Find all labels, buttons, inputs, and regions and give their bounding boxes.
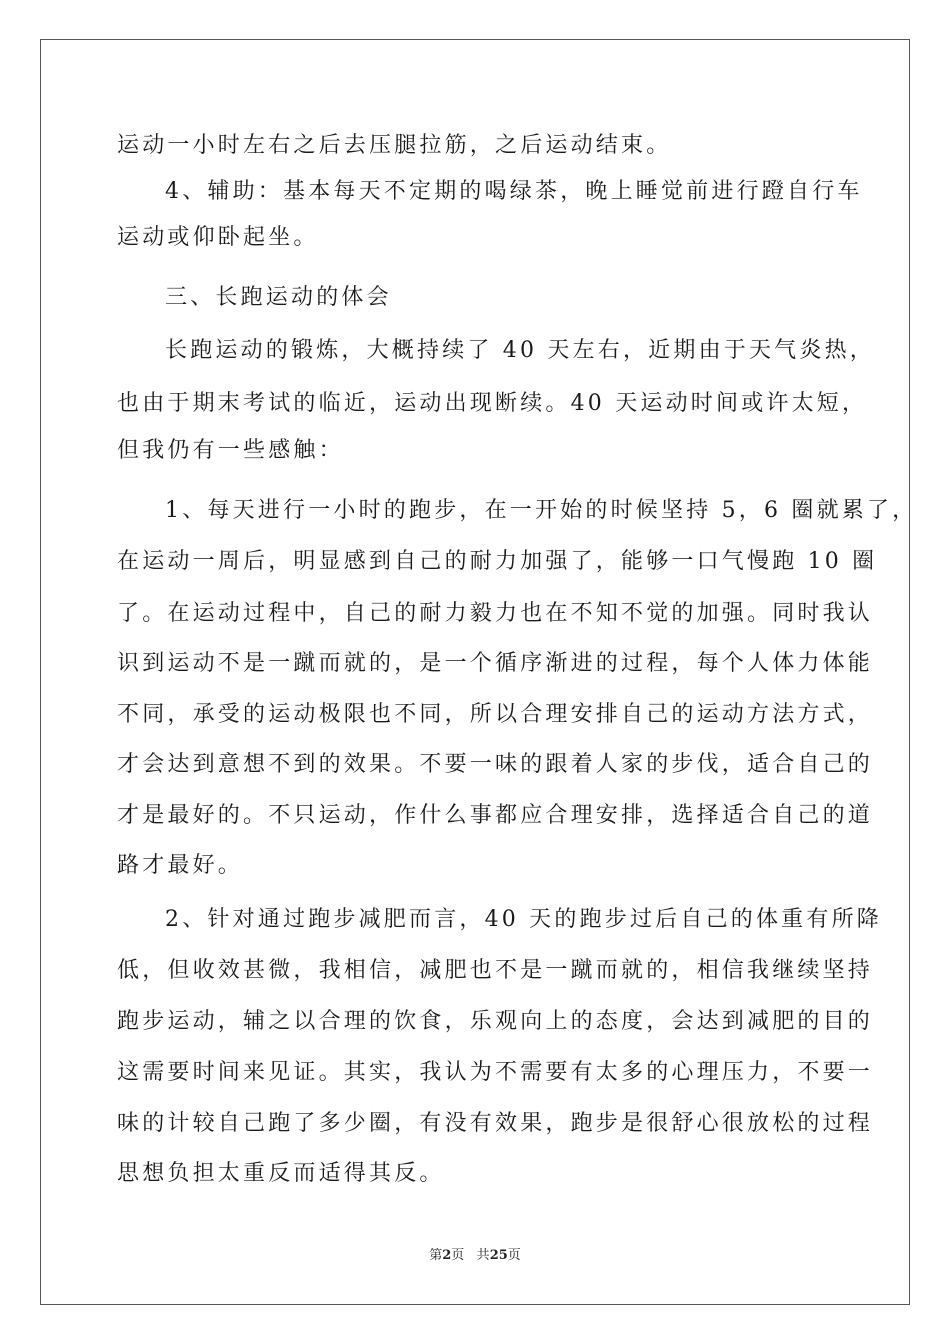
text-line: 味的计较自己跑了多少圈，有没有效果，跑步是很舒心很放松的过程 (117, 1111, 874, 1136)
text-line: 跑步运动，辅之以合理的饮食，乐观向上的态度，会达到减肥的目的 (117, 1009, 874, 1034)
total-prefix: 共 (476, 1248, 490, 1263)
page-prefix: 第 (429, 1248, 443, 1263)
page-footer (0, 1244, 950, 1263)
text-line: 才会达到意想不到的效果。不要一味的跟着人家的步伐，适合自己的 (117, 752, 874, 777)
section-heading: 三、长跑运动的体会 (165, 285, 392, 310)
text-line: 了。在运动过程中，自己的耐力毅力也在不知不觉的加强。同时我认 (117, 601, 874, 626)
text-line: 但我仍有一些感触： (117, 438, 344, 463)
text-line: 才是最好的。不只运动，作什么事都应合理安排，选择适合自己的道 (117, 803, 874, 828)
text-line: 这需要时间来见证。其实，我认为不需要有太多的心理压力，不要一 (117, 1060, 874, 1085)
text-line: 不同，承受的运动极限也不同，所以合理安排自己的运动方法方式， (117, 702, 874, 727)
text-line: 运动一小时左右之后去压腿拉筋，之后运动结束。 (117, 133, 672, 158)
text-line: 长跑运动的锻炼，大概持续了 40 天左右，近期由于天气炎热， (165, 338, 875, 363)
text-line: 运动或仰卧起坐。 (117, 225, 319, 250)
text-line: 识到运动不是一蹴而就的，是一个循序渐进的过程，每个人体力体能 (117, 651, 874, 676)
text-line: 在运动一周后，明显感到自己的耐力加强了，能够一口气慢跑 10 圈 (117, 549, 878, 574)
text-line: 2、针对通过跑步减肥而言，40 天的跑步过后自己的体重有所降 (165, 907, 882, 932)
total-suffix: 页 (507, 1248, 521, 1263)
page-number: 2 (442, 1248, 452, 1263)
total-pages: 25 (489, 1248, 508, 1263)
text-line: 思想负担太重反而适得其反。 (117, 1161, 445, 1186)
page-suffix: 页 (451, 1248, 465, 1263)
text-line: 低，但收效甚微，我相信，减肥也不是一蹴而就的，相信我继续坚持 (117, 958, 874, 983)
text-line: 1、每天进行一小时的跑步，在一开始的时候坚持 5，6 圈就累了， (165, 498, 918, 523)
text-line: 也由于期末考试的临近，运动出现断续。40 天运动时间或许太短， (117, 391, 868, 416)
text-line: 4、辅助：基本每天不定期的喝绿茶，晚上睡觉前进行蹬自行车 (165, 179, 863, 204)
text-line: 路才最好。 (117, 853, 244, 878)
